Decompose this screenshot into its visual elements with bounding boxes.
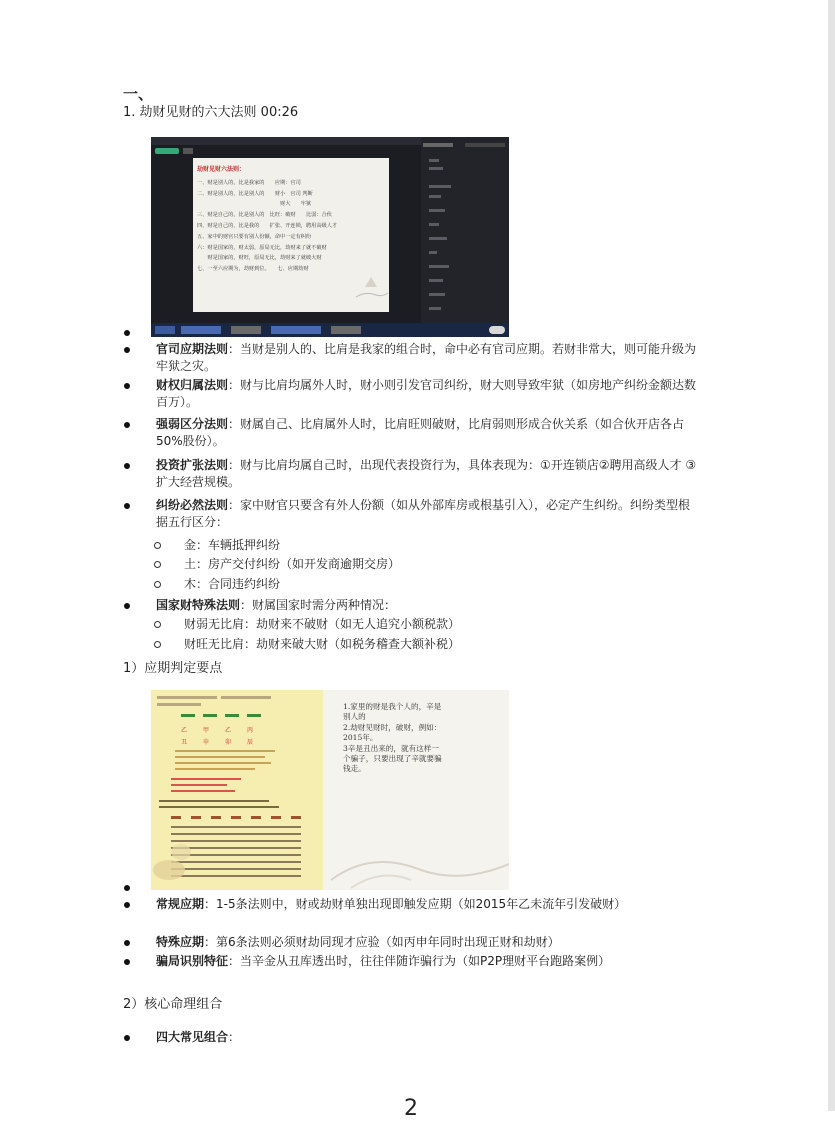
subsection-heading: 1. 劫财见财的六大法则 00:26 bbox=[123, 105, 299, 120]
sub-label: 财旺无比肩 bbox=[184, 637, 245, 651]
sub-body: ：车辆抵押纠纷 bbox=[196, 538, 281, 552]
video-screenshot bbox=[151, 137, 509, 337]
sub-body: ：合同违约纠纷 bbox=[196, 577, 281, 591]
bullet-dot-icon bbox=[124, 603, 130, 609]
bullet-dot-icon bbox=[124, 885, 130, 891]
note-line: 钱走。 bbox=[343, 764, 366, 774]
rule-title: 官司应期法则 bbox=[156, 342, 229, 356]
sub-label: 金 bbox=[184, 538, 197, 552]
rule-body: ：当财是别人的、比肩是我家的组合时，命中必有官司应期。若财非常大，则可能升级为牢狱之灾。 bbox=[156, 342, 697, 373]
whiteboard-title: 劫财见财六法则： bbox=[197, 166, 246, 173]
rule-body: ：1-5条法则中，财或劫财单独出现即触发应期（如2015年乙未流年引发破财） bbox=[204, 897, 627, 911]
chart-notes bbox=[343, 702, 503, 775]
whiteboard-line: 二、财是别人的，比是别人的 财小 官司 判断 bbox=[197, 190, 313, 197]
bullet-dot-icon bbox=[124, 463, 130, 469]
rule-body: ：财与比肩均属自己时，出现代表投资行为，具体表现为：①开连锁店②聘用高级人才 ③扩大经营规模。 bbox=[156, 458, 697, 489]
chart-screenshot bbox=[151, 690, 509, 890]
whiteboard-line: 五、家中的财官只要有别人份额，命中一定有纠纷 bbox=[197, 233, 312, 240]
whiteboard-line: 七、一至六应期为，劫财到位。 七、应期劫财 bbox=[197, 266, 309, 273]
note-line: 3辛是丑出来的，就有这样一 bbox=[343, 743, 439, 753]
whiteboard-line: 三、财是自己的，比是别人的 比旺：破财 比弱：合伙 bbox=[197, 212, 332, 219]
bullet-dot-icon bbox=[124, 422, 130, 428]
whiteboard-line: 四、财是自己的，比是我的 扩张、开连锁，聘用高级人才 bbox=[197, 222, 338, 229]
svg-text:丑: 丑 bbox=[181, 739, 188, 746]
rule-body: ：家中财官只要含有外人份额（如从外部库房或根基引入），必定产生纠纷。纠纷类型根据五行区分： bbox=[156, 498, 691, 529]
note-line: 别人的 bbox=[343, 712, 366, 722]
rule-body: ：财与比肩均属外人时，财小则引发官司纠纷，财大则导致牢狱（如房地产纠纷金额达数百万）。 bbox=[156, 378, 697, 409]
circle-bullet-icon bbox=[154, 581, 161, 588]
rule-title: 常规应期 bbox=[156, 897, 205, 911]
rule-body: ：第6条法则必须财劫同现才应验（如丙申年同时出现正财和劫财） bbox=[204, 935, 560, 949]
note-line: 2015年。 bbox=[343, 733, 378, 743]
whiteboard-line: 财大 牢狱 bbox=[197, 201, 312, 208]
bullet-dot-icon bbox=[124, 1035, 130, 1041]
note-line: 1.家里的财是我个人的，辛是 bbox=[343, 702, 442, 711]
svg-text:乙: 乙 bbox=[225, 727, 232, 734]
sub-body: ：劫财来破大财（如税务稽查大额补税） bbox=[244, 637, 461, 651]
svg-text:申: 申 bbox=[203, 739, 210, 746]
svg-text:卯: 卯 bbox=[225, 739, 232, 746]
rule-body: ：财属国家时需分两种情况： bbox=[240, 598, 397, 612]
sub-label: 土 bbox=[184, 557, 197, 571]
whiteboard-line: 一、财是别人的，比是我家的 应期：官司 bbox=[197, 179, 301, 186]
whiteboard-text bbox=[197, 165, 387, 275]
svg-text:乙: 乙 bbox=[181, 727, 188, 734]
bullet-dot-icon bbox=[124, 347, 130, 353]
subheading-timing: 1）应期判定要点 bbox=[123, 661, 223, 676]
svg-text:辰: 辰 bbox=[247, 739, 254, 746]
rule-title: 骗局识别特征 bbox=[156, 954, 229, 968]
sub-label: 木 bbox=[184, 577, 197, 591]
rule-title: 投资扩张法则 bbox=[156, 458, 229, 472]
whiteboard-line: 财是国家的，财旺，原局无比，劫财来了就破大财 bbox=[197, 255, 322, 262]
rule-title: 强弱区分法则 bbox=[156, 417, 229, 431]
bullet-dot-icon bbox=[124, 503, 130, 509]
rule-title: 国家财特殊法则 bbox=[156, 598, 241, 612]
bullet-dot-icon bbox=[124, 383, 130, 389]
page-number: 2 bbox=[404, 1096, 418, 1121]
rule-body: ：当辛金从丑库透出时，往往伴随诈骗行为（如P2P理财平台跑路案例） bbox=[228, 954, 611, 968]
bullet-dot-icon bbox=[124, 330, 130, 336]
bullet-dot-icon bbox=[124, 959, 130, 965]
bullet-dot-icon bbox=[124, 940, 130, 946]
rule-title: 四大常见组合 bbox=[156, 1030, 229, 1044]
section-heading: 一、 bbox=[123, 85, 154, 103]
rule-title: 特殊应期 bbox=[156, 935, 205, 949]
svg-text:甲: 甲 bbox=[203, 727, 210, 734]
rule-title: 纠纷必然法则 bbox=[156, 498, 229, 512]
circle-bullet-icon bbox=[154, 542, 161, 549]
circle-bullet-icon bbox=[154, 641, 161, 648]
whiteboard-line: 六：财是国家的，财太弱，原局无比，劫财来了就不破财 bbox=[197, 244, 327, 251]
circle-bullet-icon bbox=[154, 561, 161, 568]
note-line: 2.劫财见财时，破财，例如： bbox=[343, 722, 442, 732]
note-line: 个骗子，只要出现了辛就要骗 bbox=[343, 754, 442, 764]
scrollbar[interactable] bbox=[828, 0, 835, 1111]
circle-bullet-icon bbox=[154, 621, 161, 628]
rule-title: 财权归属法则 bbox=[156, 378, 229, 392]
subheading-core-combos: 2）核心命理组合 bbox=[123, 997, 223, 1012]
svg-text:丙: 丙 bbox=[247, 727, 254, 734]
sub-label: 财弱无比肩 bbox=[184, 617, 245, 631]
sub-body: ：劫财来不破财（如无人追究小额税款） bbox=[244, 617, 461, 631]
sub-body: ：房产交付纠纷（如开发商逾期交房） bbox=[196, 557, 401, 571]
bullet-dot-icon bbox=[124, 902, 130, 908]
rule-body: ：财属自己、比肩属外人时，比肩旺则破财，比肩弱则形成合伙关系（如合伙开店各占50%股份）。 bbox=[156, 417, 685, 448]
rule-body: ： bbox=[228, 1030, 241, 1044]
